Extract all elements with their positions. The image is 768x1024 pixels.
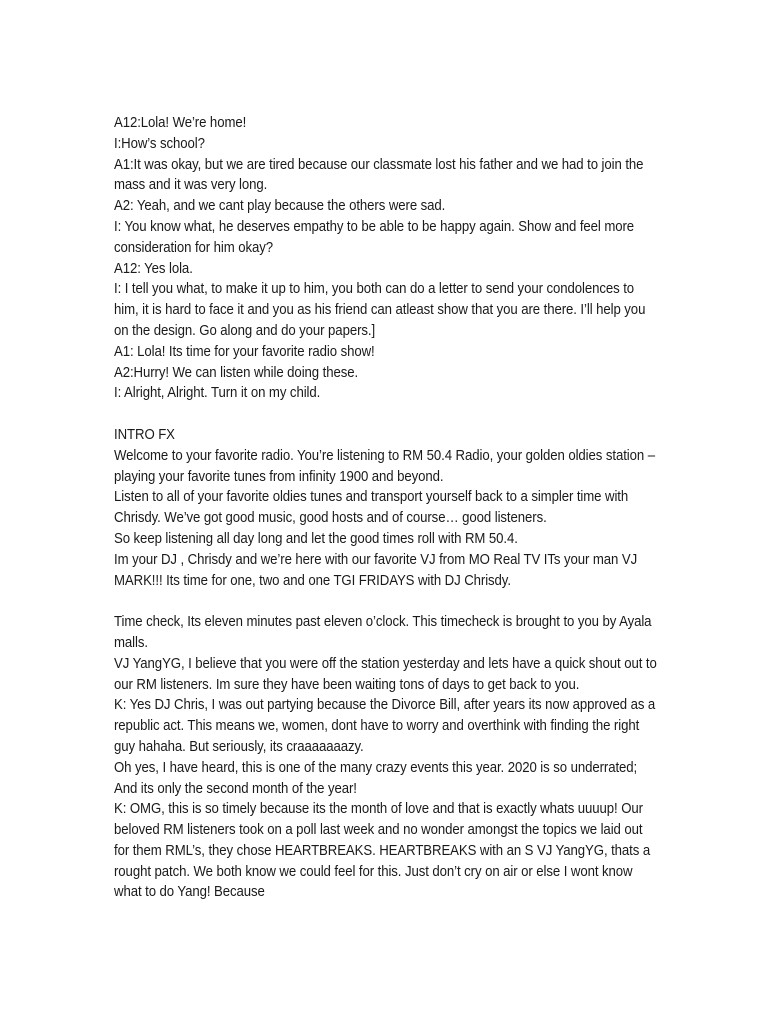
radio-line: So keep listening all day long and let the good times roll with RM 50.4. bbox=[114, 529, 518, 547]
radio-line: Time check, Its eleven minutes past eleven o’clock. This timecheck is brought to you by Ayala malls. bbox=[114, 613, 652, 651]
section-heading: INTRO FX bbox=[114, 425, 175, 443]
radio-line: Im your DJ , Chrisdy and we’re here with our favorite VJ from MO Real TV ITs your man VJ MARK!!! Its time for one, two and one TGI FRIDAYS with DJ Chrisdy. bbox=[114, 550, 638, 589]
dialogue-line: I: I tell you what, to make it up to him, you both can do a letter to send your condolences to him, it is hard to face it and you as his friend can atleast show that you are there. I’ll help you on the design. Go along and do your papers.] bbox=[114, 280, 646, 339]
dialogue-line: I:How’s school? bbox=[114, 134, 205, 152]
dialogue-line: A1:It was okay, but we are tired because our classmate lost his father and we had to join the mass and it was very long. bbox=[114, 155, 644, 194]
paragraph-gap bbox=[114, 591, 594, 612]
dialogue-line: I: You know what, he deserves empathy to be able to be happy again. Show and feel more consideration for him okay? bbox=[114, 217, 635, 256]
radio-line: Welcome to your favorite radio. You’re listening to RM 50.4 Radio, your golden oldies station – playing your favorite tunes from infinity 1900 and beyond. bbox=[114, 446, 655, 485]
dialogue-line: A2:Hurry! We can listen while doing these. bbox=[114, 363, 359, 381]
radio-line: K: OMG, this is so timely because its the month of love and that is exactly whats uuuup! Our beloved RM listeners took on a poll last week and no wonder amongst the topics we laid out for them RML’s, they chose HEARTBREAKS. HEARTBREAKS with an S VJ YangYG, thats a rought patch. We both know we could feel for this. Just don’t cry on air or else I wont know what to do Yang! Because bbox=[114, 800, 651, 901]
paragraph-gap bbox=[114, 404, 594, 425]
dialogue-line: A12: Yes lola. bbox=[114, 259, 193, 277]
radio-line: Listen to all of your favorite oldies tunes and transport yourself back to a simpler time with Chrisdy. We’ve got good music, good hosts and of course… good listeners. bbox=[114, 488, 629, 527]
radio-line: K: Yes DJ Chris, I was out partying because the Divorce Bill, after years its now approved as a republic act. This means we, women, dont have to worry and overthink with finding the right guy hahaha. But seriously, its craaaaaaazy. bbox=[114, 696, 656, 755]
dialogue-line: I: Alright, Alright. Turn it on my child. bbox=[114, 384, 321, 402]
dialogue-line: A1: Lola! Its time for your favorite radio show! bbox=[114, 342, 375, 360]
dialogue-line: A12:Lola! We’re home! bbox=[114, 114, 247, 131]
radio-line: Oh yes, I have heard, this is one of the many crazy events this year. 2020 is so underrated; And its only the second month of the year! bbox=[114, 758, 638, 797]
radio-line: VJ YangYG, I believe that you were off the station yesterday and lets have a quick shout out to our RM listeners. Im sure they have been waiting tons of days to get back to you. bbox=[114, 654, 657, 693]
dialogue-line: A2: Yeah, and we cant play because the others were sad. bbox=[114, 197, 446, 215]
script-text bbox=[114, 113, 657, 903]
